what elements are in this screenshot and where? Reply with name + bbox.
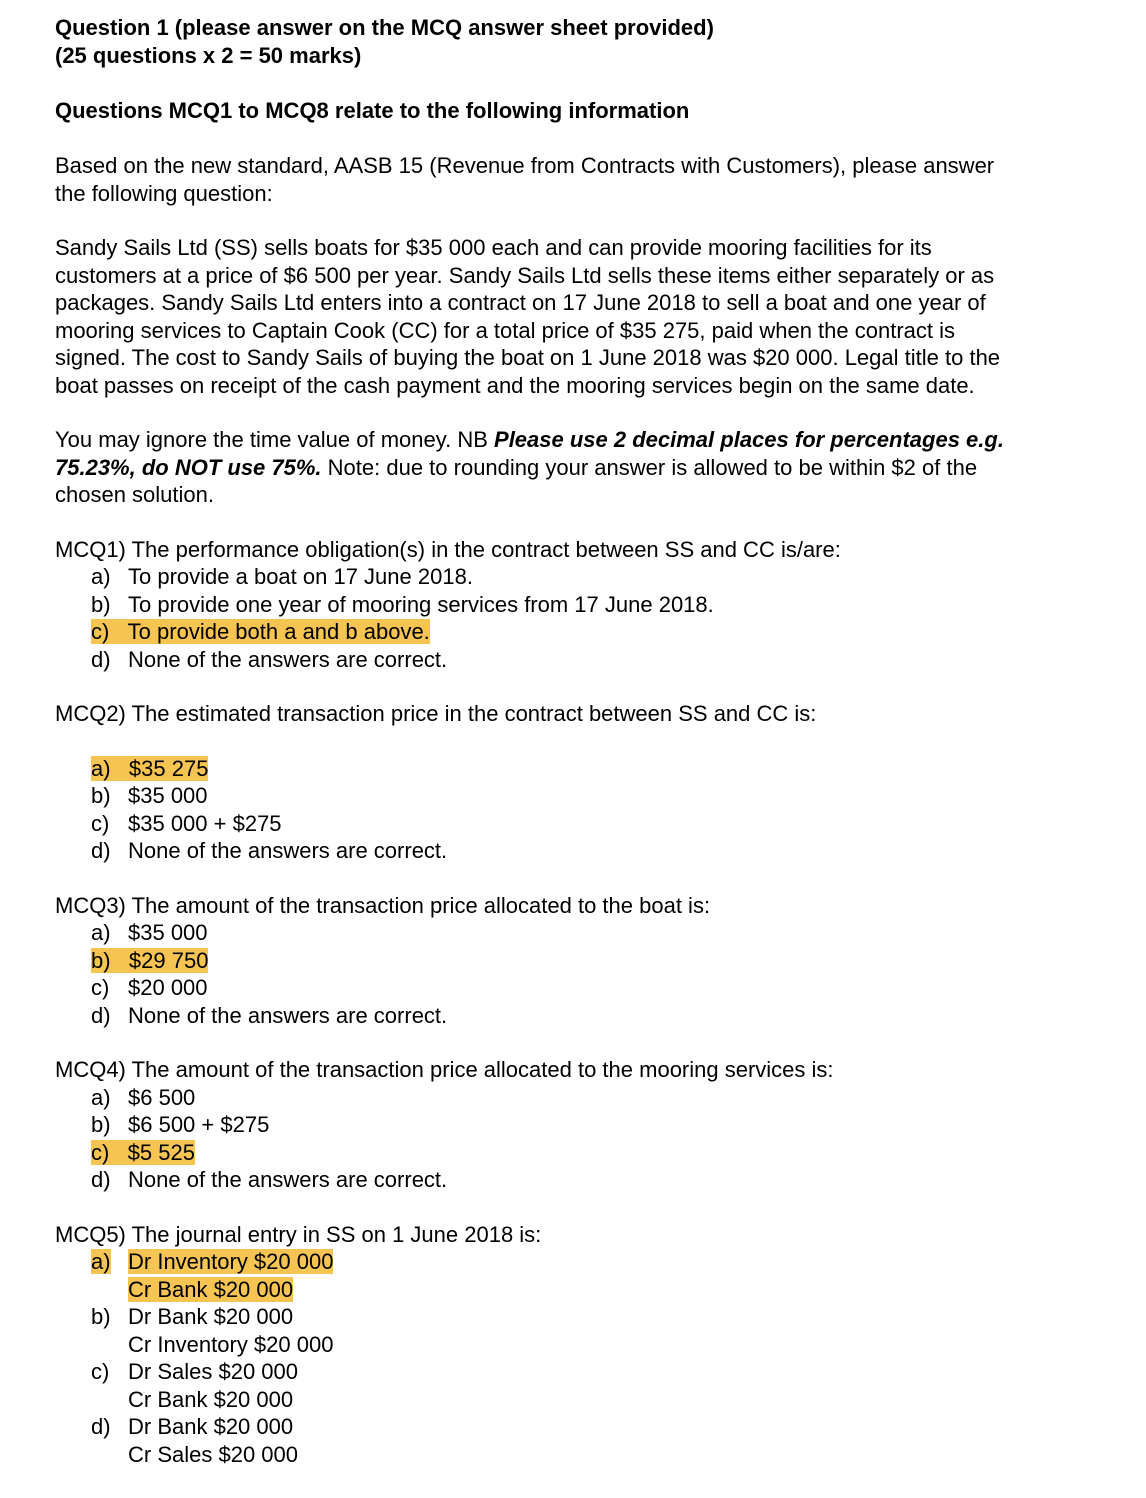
option-c-highlighted	[55, 1139, 1125, 1167]
option-b	[55, 1111, 1125, 1139]
spacer	[55, 865, 1125, 892]
question-mcq1	[55, 536, 1125, 674]
option-list	[55, 1084, 1125, 1194]
document-page	[55, 14, 1125, 1468]
option-a-highlighted	[55, 755, 1125, 783]
option-text: $35 275	[128, 755, 209, 781]
option-b	[55, 1303, 1125, 1358]
option-line2: Cr Bank $20 000	[128, 1276, 294, 1302]
option-c	[55, 974, 1125, 1002]
paragraph-line: Based on the new standard, AASB 15 (Revenue from Contracts with Customers), please answer	[55, 153, 995, 178]
option-text: $20 000	[128, 975, 208, 1000]
option-a	[55, 919, 1125, 947]
paragraph-line: customers at a price of $6 500 per year. Sandy Sails Ltd sells these items either separately or as	[55, 262, 995, 288]
option-text: $35 000 + $275	[128, 810, 282, 836]
option-line2: Cr Bank $20 000	[128, 1386, 294, 1412]
option-line2: Cr Sales $20 000	[128, 1441, 298, 1467]
question-stem: MCQ5) The journal entry in SS on 1 June 2018 is:	[55, 1221, 542, 1247]
answer-highlight	[91, 948, 208, 973]
option-letter: a)	[91, 1249, 111, 1274]
option-letter: c)	[91, 619, 110, 644]
spacer	[55, 673, 1125, 700]
option-letter: b)	[91, 947, 111, 973]
paragraph-line	[55, 454, 1125, 482]
intro-heading: Questions MCQ1 to MCQ8 relate to the following information	[55, 98, 690, 123]
option-text: $35 000	[128, 920, 208, 945]
option-text: None of the answers are correct.	[128, 646, 448, 672]
question-stem: MCQ3) The amount of the transaction price allocated to the boat is:	[55, 892, 711, 918]
option-text: None of the answers are correct.	[128, 1167, 448, 1192]
note-text: Note: due to rounding your answer is allowed to be within $2 of the	[321, 454, 978, 480]
option-letter: d)	[91, 838, 111, 863]
paragraph-line: the following question:	[55, 180, 273, 206]
option-text: $29 750	[128, 947, 209, 973]
option-line1: Dr Sales $20 000	[128, 1359, 298, 1384]
spacer	[55, 509, 1125, 536]
spacer	[55, 1194, 1125, 1221]
option-b-highlighted	[55, 947, 1125, 975]
option-letter: b)	[91, 591, 111, 617]
option-line1: Dr Inventory $20 000	[128, 1249, 334, 1274]
option-list	[55, 919, 1125, 1029]
option-c	[55, 1358, 1125, 1413]
option-text: $6 500 + $275	[128, 1112, 270, 1137]
option-letter: d)	[91, 1167, 111, 1192]
option-a	[55, 1084, 1125, 1112]
spacer	[55, 207, 1125, 234]
option-c	[55, 810, 1125, 838]
option-line2: Cr Inventory $20 000	[128, 1331, 334, 1357]
option-letter: a)	[91, 1084, 111, 1110]
option-letter: a)	[91, 920, 111, 945]
option-a	[55, 563, 1125, 591]
option-line1: Dr Bank $20 000	[128, 1414, 294, 1439]
question-mcq3	[55, 892, 1125, 1030]
option-letter: a)	[91, 755, 111, 781]
option-letter: c)	[91, 975, 110, 1000]
option-letter: a)	[91, 564, 111, 589]
option-b	[55, 591, 1125, 619]
option-letter: b)	[91, 1112, 111, 1137]
option-letter: b)	[91, 1304, 111, 1329]
option-text: None of the answers are correct.	[128, 838, 448, 863]
paragraph-line: boat passes on receipt of the cash payment and the mooring services begin on the same date.	[55, 372, 975, 398]
option-list	[55, 755, 1125, 865]
question-mcq4	[55, 1056, 1125, 1194]
note-text: You may ignore the time value of money. NB	[55, 427, 495, 452]
answer-highlight	[91, 756, 208, 781]
question-stem: MCQ2) The estimated transaction price in the contract between SS and CC is:	[55, 701, 817, 726]
option-letter: d)	[91, 646, 111, 672]
note-paragraph	[55, 426, 1125, 509]
option-d	[55, 1413, 1125, 1468]
option-text: To provide one year of mooring services from 17 June 2018.	[128, 591, 714, 617]
question-stem: MCQ1) The performance obligation(s) in the contract between SS and CC is/are:	[55, 536, 841, 562]
option-text: $5 525	[127, 1139, 195, 1165]
option-list	[55, 1248, 1125, 1468]
question-stem: MCQ4) The amount of the transaction price allocated to the mooring services is:	[55, 1057, 834, 1082]
option-text: $35 000	[128, 783, 208, 808]
option-d	[55, 837, 1125, 865]
question-header-line2: (25 questions x 2 = 50 marks)	[55, 43, 362, 68]
question-mcq2	[55, 700, 1125, 865]
spacer	[55, 1029, 1125, 1056]
spacer	[55, 728, 1125, 755]
option-b	[55, 782, 1125, 810]
spacer	[55, 125, 1125, 152]
option-line1: Dr Bank $20 000	[128, 1304, 294, 1329]
paragraph-line	[55, 426, 1125, 454]
paragraph-line: chosen solution.	[55, 482, 214, 507]
paragraph-line: signed. The cost to Sandy Sails of buying the boat on 1 June 2018 was $20 000. Legal title to the	[55, 345, 1001, 370]
question-mcq5	[55, 1221, 1125, 1469]
option-c-highlighted	[55, 618, 1125, 646]
note-emphasis: Please use 2 decimal places for percentages e.g.	[494, 427, 1004, 452]
option-letter: d)	[91, 1002, 111, 1028]
option-text: To provide both a and b above.	[127, 619, 430, 644]
spacer	[55, 70, 1125, 97]
option-text: $6 500	[128, 1084, 196, 1110]
option-d	[55, 646, 1125, 674]
option-text: To provide a boat on 17 June 2018.	[128, 564, 473, 589]
option-d	[55, 1166, 1125, 1194]
option-letter: c)	[91, 810, 110, 836]
option-letter: b)	[91, 783, 111, 808]
answer-highlight	[91, 619, 430, 644]
spacer	[55, 399, 1125, 426]
paragraph-line: Sandy Sails Ltd (SS) sells boats for $35 000 each and can provide mooring facilities for its	[55, 235, 932, 260]
paragraph-line: packages. Sandy Sails Ltd enters into a contract on 17 June 2018 to sell a boat and one year of	[55, 290, 986, 315]
note-emphasis: 75.23%, do NOT use 75%.	[55, 454, 322, 480]
paragraph-line: mooring services to Captain Cook (CC) for a total price of $35 275, paid when the contract is	[55, 317, 956, 343]
scenario-paragraph	[55, 234, 1125, 399]
option-letter: c)	[91, 1139, 110, 1165]
answer-highlight	[91, 1140, 195, 1165]
option-a-highlighted	[55, 1248, 1125, 1303]
standard-paragraph	[55, 152, 1125, 207]
question-header-line1: Question 1 (please answer on the MCQ answer sheet provided)	[55, 15, 714, 40]
option-list	[55, 563, 1125, 673]
option-d	[55, 1002, 1125, 1030]
option-letter: d)	[91, 1414, 111, 1439]
option-text: None of the answers are correct.	[128, 1002, 448, 1028]
option-letter: c)	[91, 1359, 110, 1384]
